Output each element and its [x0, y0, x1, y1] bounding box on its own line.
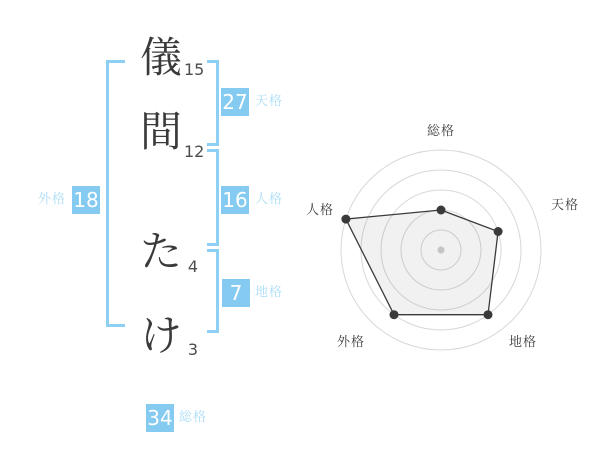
- jinkaku-value-badge: 16: [222, 188, 248, 212]
- soukaku-label: 総格: [179, 410, 208, 425]
- jinkaku-label: 人格: [255, 192, 284, 207]
- radar-data-point: [494, 227, 503, 236]
- name-character: 間: [139, 107, 182, 156]
- name-character: た: [139, 227, 182, 276]
- bracket-jinkaku: [207, 149, 219, 246]
- chikaku-label: 地格: [255, 285, 284, 300]
- stroke-count: 4: [187, 257, 199, 276]
- radar-axis-label: 人格: [305, 203, 335, 218]
- bracket-tenkaku: [207, 60, 219, 146]
- radar-data-point: [437, 206, 446, 215]
- name-character: 儀: [139, 33, 182, 82]
- chikaku-value-badge: 7: [222, 279, 250, 307]
- radar-center-dot: [438, 247, 445, 254]
- bracket-chikaku: [207, 249, 219, 333]
- radar-axis-label: 天格: [550, 198, 580, 213]
- tenkaku-label: 天格: [255, 94, 284, 109]
- radar-polygon: [346, 210, 498, 315]
- radar-axis-label: 外格: [336, 335, 366, 350]
- soukaku-value-badge: 34: [147, 406, 173, 430]
- gaikaku-value-badge: 18: [73, 188, 99, 212]
- radar-chart: [291, 100, 591, 400]
- radar-data-point: [341, 215, 350, 224]
- name-character: け: [139, 311, 182, 360]
- radar-data-point: [484, 310, 493, 319]
- stroke-count: 12: [184, 142, 205, 161]
- gaikaku-label: 外格: [37, 192, 66, 207]
- bracket-gaikaku: [106, 60, 125, 327]
- stroke-count: 3: [187, 340, 199, 359]
- tenkaku-value-badge: 27: [222, 90, 248, 114]
- radar-axis-label: 地格: [508, 335, 538, 350]
- stroke-count: 15: [184, 60, 205, 79]
- radar-axis-label: 総格: [426, 124, 456, 139]
- radar-data-point: [390, 310, 399, 319]
